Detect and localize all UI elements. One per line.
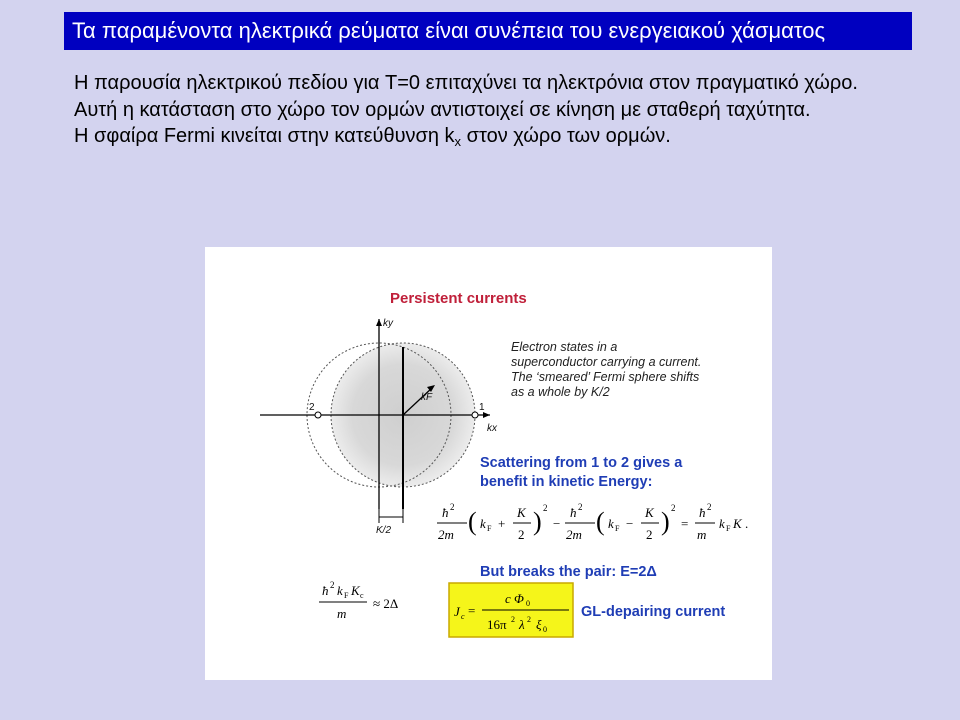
- svg-text:K: K: [645, 505, 654, 520]
- figure-canvas: [205, 247, 772, 680]
- pair-breaking-text: But breaks the pair: E=2Δ: [480, 564, 657, 580]
- svg-text:ħ: ħ: [570, 505, 577, 520]
- svg-text:m: m: [337, 606, 347, 621]
- svg-text:(: (: [596, 507, 605, 536]
- svg-text:ħ: ħ: [699, 505, 706, 520]
- point-1-marker: [472, 412, 478, 418]
- point-2-marker: [315, 412, 321, 418]
- svg-text:+: +: [498, 516, 506, 531]
- svg-text:2: 2: [518, 527, 525, 542]
- svg-text:F: F: [726, 524, 731, 533]
- ky-arrowhead: [376, 319, 382, 326]
- svg-text:k: k: [337, 583, 343, 598]
- svg-text:2: 2: [543, 503, 548, 513]
- paragraph-momentum-space: Αυτή η κατάσταση στο χώρο τον ορμών αντιστοιχεί σε κίνηση με σταθερή ταχύτητα.: [74, 98, 811, 121]
- svg-text:ξ: ξ: [536, 617, 542, 632]
- point-2-label: 2: [309, 402, 315, 413]
- svg-text:k: k: [608, 516, 614, 531]
- kx-label: kx: [487, 423, 497, 434]
- svg-text:.: .: [745, 516, 749, 531]
- persistent-currents-figure: [205, 247, 772, 680]
- slide-body: [74, 70, 914, 156]
- caption-line-1: Electron states in a: [511, 340, 618, 354]
- caption-line-3: The ‘smeared’ Fermi sphere shifts: [511, 370, 700, 384]
- svg-text:K: K: [517, 505, 526, 520]
- svg-text:K: K: [351, 583, 360, 598]
- svg-text:F: F: [615, 524, 620, 533]
- figure-title: Persistent currents: [390, 290, 527, 307]
- svg-text:): ): [661, 507, 670, 536]
- svg-text:2: 2: [646, 527, 653, 542]
- svg-text:=: =: [468, 603, 476, 618]
- svg-text:−: −: [626, 516, 634, 531]
- svg-text:≈ 2Δ: ≈ 2Δ: [373, 596, 399, 611]
- svg-text:0: 0: [543, 625, 547, 634]
- slide-title: Τα παραμένοντα ηλεκτρικά ρεύματα είναι συνέπεια του ενεργειακού χάσματος: [64, 12, 912, 50]
- caption-line-4: as a whole by K/2: [511, 385, 610, 399]
- svg-text:m: m: [697, 527, 707, 542]
- svg-text:2: 2: [578, 502, 583, 512]
- kx-subscript: x: [454, 134, 462, 149]
- scattering-line-1: Scattering from 1 to 2 gives a: [480, 455, 683, 471]
- svg-text:2: 2: [330, 580, 335, 590]
- kf-label: kF: [421, 392, 433, 403]
- svg-text:16π: 16π: [487, 617, 507, 632]
- svg-text:2: 2: [707, 502, 712, 512]
- point-1-label: 1: [479, 402, 485, 413]
- ky-label: ky: [383, 318, 393, 329]
- svg-text:2: 2: [450, 502, 455, 512]
- svg-text:2: 2: [671, 503, 676, 513]
- svg-text:ħ: ħ: [322, 583, 329, 598]
- svg-text:0: 0: [526, 599, 530, 608]
- scattering-line-2: benefit in kinetic Energy:: [480, 474, 653, 490]
- gl-depairing-label: GL-depairing current: [581, 604, 726, 620]
- svg-text:F: F: [487, 524, 492, 533]
- svg-text:k: k: [480, 516, 486, 531]
- shift-label: K/2: [376, 525, 392, 536]
- svg-text:−: −: [553, 516, 561, 531]
- svg-text:2: 2: [511, 615, 515, 624]
- svg-text:c Φ: c Φ: [505, 591, 524, 606]
- svg-text:ħ: ħ: [442, 505, 449, 520]
- fermi-text-after: στον χώρο των ορμών.: [461, 125, 671, 147]
- svg-text:K: K: [733, 516, 742, 531]
- paragraph-fermi-sphere: [74, 123, 914, 156]
- svg-text:=: =: [681, 516, 689, 531]
- depairing-criterion: [319, 580, 398, 621]
- caption-line-2: superconductor carrying a current.: [511, 355, 702, 369]
- svg-text:c: c: [360, 591, 364, 600]
- svg-text:c: c: [461, 612, 465, 621]
- svg-text:k: k: [719, 516, 725, 531]
- svg-text:λ: λ: [519, 617, 525, 632]
- paragraph-electric-field: Η παρουσία ηλεκτρικού πεδίου για T=0 επιταχύνει τα ηλεκτρόνια στον πραγματικό χώρο.: [74, 72, 858, 94]
- svg-text:F: F: [344, 591, 349, 600]
- svg-text:): ): [533, 507, 542, 536]
- fermi-text-before: Η σφαίρα Fermi κινείται στην κατεύθυνση k: [74, 125, 455, 147]
- svg-text:2: 2: [527, 615, 531, 624]
- svg-text:J: J: [454, 604, 460, 619]
- svg-text:(: (: [468, 507, 477, 536]
- svg-text:2m: 2m: [566, 527, 582, 542]
- svg-text:2m: 2m: [438, 527, 454, 542]
- kinetic-energy-equation: [437, 502, 748, 542]
